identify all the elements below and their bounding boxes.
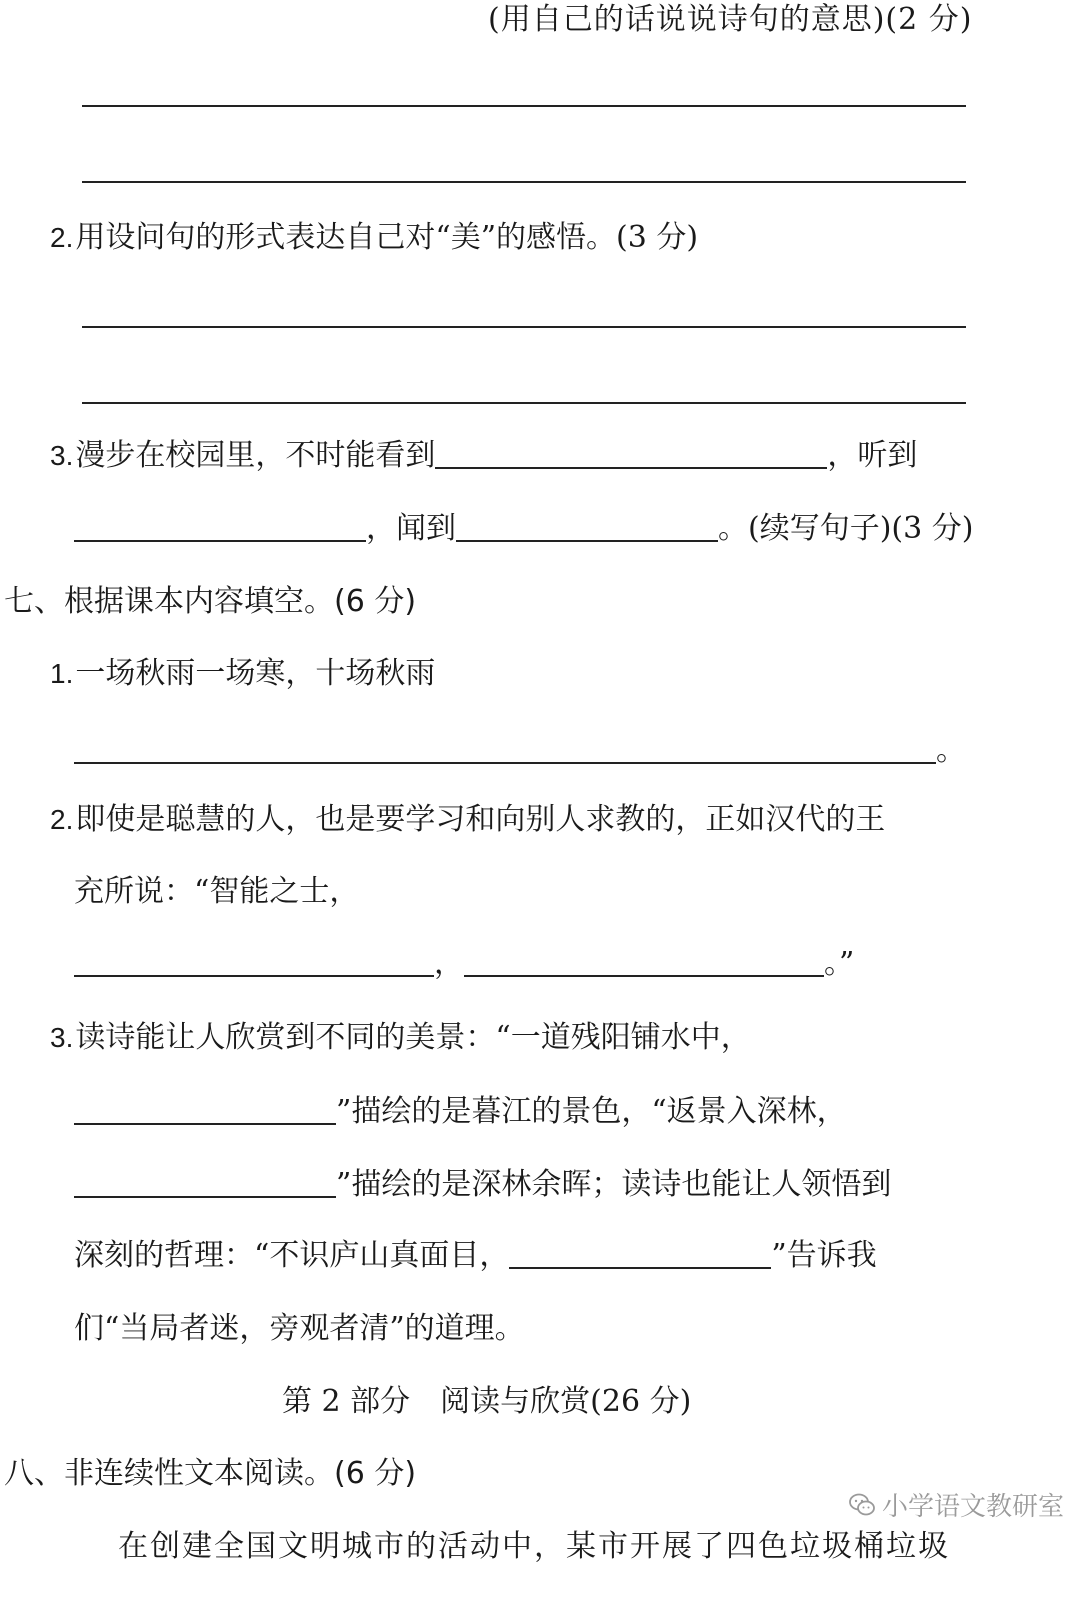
item-text: 。” bbox=[824, 946, 855, 981]
item-text: 漫步在校园里，不时能看到 bbox=[75, 438, 436, 473]
fill-blank[interactable] bbox=[435, 439, 827, 469]
q7-item3-line3 bbox=[74, 1165, 891, 1205]
q7-item1-blank-row bbox=[74, 731, 966, 771]
fill-blank[interactable] bbox=[74, 512, 366, 542]
fill-blank[interactable] bbox=[464, 947, 824, 977]
item-number: 1. bbox=[50, 658, 74, 689]
answer-line[interactable] bbox=[82, 105, 966, 107]
fill-blank[interactable] bbox=[74, 1168, 336, 1198]
q7-item2-blank-row bbox=[74, 944, 854, 984]
answer-line[interactable] bbox=[82, 326, 966, 328]
q7-item3 bbox=[50, 1018, 751, 1058]
watermark bbox=[848, 1486, 1064, 1523]
answer-line[interactable] bbox=[82, 181, 966, 183]
fill-blank[interactable] bbox=[456, 512, 718, 542]
item-text: 一场秋雨一场寒，十场秋雨 bbox=[75, 656, 436, 691]
item-text: 读诗能让人欣赏到不同的美景：“一道残阳铺水中， bbox=[75, 1020, 751, 1055]
q7-item3-line2 bbox=[74, 1092, 847, 1132]
q6-item1-note: (用自己的话说说诗句的意思)(2 分) bbox=[488, 2, 973, 37]
item-text: ，闻到 bbox=[366, 511, 456, 546]
item-number: 2. bbox=[50, 804, 74, 835]
item-text: 即使是聪慧的人，也是要学习和向别人求教的，正如汉代的王 bbox=[75, 802, 886, 837]
item-text: ”告诉我 bbox=[771, 1238, 877, 1273]
fill-blank[interactable] bbox=[74, 1095, 336, 1125]
item-text: 深刻的哲理：“不识庐山真面目， bbox=[74, 1238, 510, 1273]
fill-blank[interactable] bbox=[509, 1239, 771, 1269]
fill-blank[interactable] bbox=[74, 947, 434, 977]
q6-item3-cont bbox=[74, 509, 973, 549]
watermark-label: 小学语文教研室 bbox=[881, 1492, 1064, 1522]
item-text: ”描绘的是暮江的景色，“返景入深林， bbox=[336, 1094, 847, 1129]
part-2-title: 第 2 部分 阅读与欣赏(26 分) bbox=[282, 1384, 692, 1419]
section-7-heading: 七、根据课本内容填空。(6 分) bbox=[4, 584, 417, 619]
section-8-heading: 八、非连续性文本阅读。(6 分) bbox=[4, 1456, 417, 1491]
q7-item3-line5: 们“当局者迷，旁观者清”的道理。 bbox=[74, 1311, 525, 1346]
item-text: ， bbox=[434, 946, 464, 981]
item-number: 3. bbox=[50, 440, 74, 471]
q7-item2 bbox=[50, 800, 885, 840]
item-number: 3. bbox=[50, 1022, 74, 1053]
fill-blank[interactable] bbox=[74, 734, 936, 764]
answer-line[interactable] bbox=[82, 402, 966, 404]
item-text: ，听到 bbox=[827, 438, 918, 473]
item-number: 2. bbox=[50, 222, 74, 253]
item-text: ”描绘的是深林余晖；读诗也能让人领悟到 bbox=[336, 1167, 892, 1202]
q7-item1 bbox=[50, 654, 435, 694]
q7-item2-line2: 充所说：“智能之士， bbox=[74, 874, 360, 909]
q6-item2 bbox=[50, 218, 698, 258]
item-text: 。 bbox=[936, 733, 966, 768]
q6-item3 bbox=[50, 436, 917, 476]
wechat-icon bbox=[848, 1491, 876, 1519]
q7-item3-line4 bbox=[74, 1236, 877, 1276]
item-text: 。(续写句子)(3 分) bbox=[718, 511, 974, 546]
item-text: 用设问句的形式表达自己对“美”的感悟。(3 分) bbox=[75, 220, 699, 255]
q8-passage: 在创建全国文明城市的活动中，某市开展了四色垃圾桶垃圾 bbox=[118, 1529, 950, 1564]
